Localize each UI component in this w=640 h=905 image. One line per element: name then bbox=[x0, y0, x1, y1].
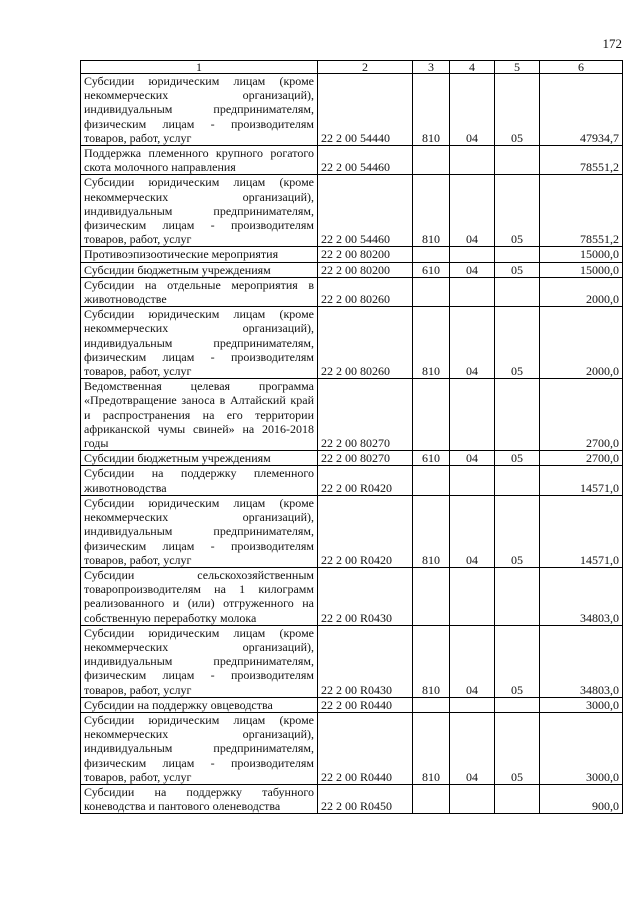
row-rz: 04 bbox=[450, 74, 495, 146]
row-vr bbox=[413, 146, 450, 175]
budget-table bbox=[80, 60, 623, 814]
row-sum: 2000,0 bbox=[540, 277, 623, 306]
row-name: Субсидии юридическим лицам (кроме некоммерческих организаций), индивидуальным предпринимателям, физическим лицам - производителям товаров, работ, услуг bbox=[81, 625, 318, 697]
row-name: Субсидии бюджетным учреждениям bbox=[81, 262, 318, 277]
row-code: 22 2 00 R0420 bbox=[318, 466, 413, 495]
row-rz: 04 bbox=[450, 175, 495, 247]
row-rz bbox=[450, 247, 495, 262]
row-name: Субсидии юридическим лицам (кроме некоммерческих организаций), индивидуальным предпринимателям, физическим лицам - производителям товаров, работ, услуг bbox=[81, 175, 318, 247]
row-vr: 610 bbox=[413, 451, 450, 466]
table-row bbox=[81, 697, 623, 712]
row-vr bbox=[413, 697, 450, 712]
row-code: 22 2 00 54460 bbox=[318, 146, 413, 175]
row-pr: 05 bbox=[495, 451, 540, 466]
row-code: 22 2 00 R0420 bbox=[318, 495, 413, 567]
row-sum: 14571,0 bbox=[540, 495, 623, 567]
column-header: 1 bbox=[81, 61, 318, 74]
row-name: Субсидии юридическим лицам (кроме некоммерческих организаций), индивидуальным предпринимателям, физическим лицам - производителям товаров, работ, услуг bbox=[81, 712, 318, 784]
row-name: Субсидии юридическим лицам (кроме некоммерческих организаций), индивидуальным предпринимателям, физическим лицам - производителям товаров, работ, услуг bbox=[81, 307, 318, 379]
row-sum: 78551,2 bbox=[540, 146, 623, 175]
row-name: Ведомственная целевая программа «Предотвращение заноса в Алтайский край и распространения на его территории африканской чумы свиней» на 2016-2018 годы bbox=[81, 379, 318, 451]
row-code: 22 2 00 80260 bbox=[318, 277, 413, 306]
row-code: 22 2 00 R0450 bbox=[318, 784, 413, 813]
row-sum: 3000,0 bbox=[540, 697, 623, 712]
table-row bbox=[81, 74, 623, 146]
row-name: Субсидии на отдельные мероприятия в животноводстве bbox=[81, 277, 318, 306]
column-header: 4 bbox=[450, 61, 495, 74]
row-name: Субсидии бюджетным учреждениям bbox=[81, 451, 318, 466]
row-pr: 05 bbox=[495, 262, 540, 277]
table-row bbox=[81, 712, 623, 784]
row-pr: 05 bbox=[495, 74, 540, 146]
row-sum: 2000,0 bbox=[540, 307, 623, 379]
row-rz: 04 bbox=[450, 451, 495, 466]
row-name: Субсидии на поддержку табунного коневодства и пантового оленеводства bbox=[81, 784, 318, 813]
table-row bbox=[81, 247, 623, 262]
row-sum: 2700,0 bbox=[540, 451, 623, 466]
row-code: 22 2 00 80200 bbox=[318, 247, 413, 262]
table-row bbox=[81, 567, 623, 625]
table-row bbox=[81, 466, 623, 495]
row-rz bbox=[450, 466, 495, 495]
row-vr bbox=[413, 277, 450, 306]
row-rz bbox=[450, 146, 495, 175]
row-pr: 05 bbox=[495, 175, 540, 247]
table-row bbox=[81, 379, 623, 451]
column-header: 5 bbox=[495, 61, 540, 74]
row-vr: 810 bbox=[413, 74, 450, 146]
row-code: 22 2 00 80270 bbox=[318, 379, 413, 451]
row-rz: 04 bbox=[450, 262, 495, 277]
column-header: 3 bbox=[413, 61, 450, 74]
table-row bbox=[81, 146, 623, 175]
row-pr: 05 bbox=[495, 307, 540, 379]
row-pr bbox=[495, 697, 540, 712]
page-number: 172 bbox=[602, 36, 622, 51]
table-row bbox=[81, 262, 623, 277]
row-name: Поддержка племенного крупного рогатого скота молочного направления bbox=[81, 146, 318, 175]
row-sum: 34803,0 bbox=[540, 567, 623, 625]
row-name: Субсидии юридическим лицам (кроме некоммерческих организаций), индивидуальным предпринимателям, физическим лицам - производителям товаров, работ, услуг bbox=[81, 74, 318, 146]
row-pr: 05 bbox=[495, 495, 540, 567]
row-code: 22 2 00 80270 bbox=[318, 451, 413, 466]
table-row bbox=[81, 277, 623, 306]
row-sum: 15000,0 bbox=[540, 262, 623, 277]
row-vr bbox=[413, 466, 450, 495]
row-sum: 3000,0 bbox=[540, 712, 623, 784]
row-sum: 47934,7 bbox=[540, 74, 623, 146]
row-name: Субсидии юридическим лицам (кроме некоммерческих организаций), индивидуальным предпринимателям, физическим лицам - производителям товаров, работ, услуг bbox=[81, 495, 318, 567]
row-pr: 05 bbox=[495, 712, 540, 784]
row-code: 22 2 00 54440 bbox=[318, 74, 413, 146]
row-code: 22 2 00 R0430 bbox=[318, 625, 413, 697]
row-vr bbox=[413, 567, 450, 625]
row-rz bbox=[450, 784, 495, 813]
row-rz bbox=[450, 379, 495, 451]
row-code: 22 2 00 R0440 bbox=[318, 712, 413, 784]
row-vr: 810 bbox=[413, 175, 450, 247]
row-rz bbox=[450, 277, 495, 306]
row-sum: 15000,0 bbox=[540, 247, 623, 262]
row-pr bbox=[495, 379, 540, 451]
table-row bbox=[81, 451, 623, 466]
row-vr: 810 bbox=[413, 495, 450, 567]
row-vr bbox=[413, 379, 450, 451]
row-name: Противоэпизоотические мероприятия bbox=[81, 247, 318, 262]
row-rz bbox=[450, 697, 495, 712]
column-header: 6 bbox=[540, 61, 623, 74]
table-row bbox=[81, 307, 623, 379]
table-row bbox=[81, 625, 623, 697]
row-pr bbox=[495, 247, 540, 262]
row-rz: 04 bbox=[450, 712, 495, 784]
table-row bbox=[81, 784, 623, 813]
row-sum: 34803,0 bbox=[540, 625, 623, 697]
row-rz: 04 bbox=[450, 307, 495, 379]
row-sum: 2700,0 bbox=[540, 379, 623, 451]
row-rz: 04 bbox=[450, 495, 495, 567]
row-sum: 900,0 bbox=[540, 784, 623, 813]
row-code: 22 2 00 54460 bbox=[318, 175, 413, 247]
row-vr: 810 bbox=[413, 307, 450, 379]
row-name: Субсидии сельскохозяйственным товаропроизводителям на 1 килограмм реализованного и (или) отгруженного на собственную переработку молока bbox=[81, 567, 318, 625]
row-vr bbox=[413, 247, 450, 262]
row-rz: 04 bbox=[450, 625, 495, 697]
row-rz bbox=[450, 567, 495, 625]
row-pr bbox=[495, 784, 540, 813]
row-code: 22 2 00 80200 bbox=[318, 262, 413, 277]
row-sum: 14571,0 bbox=[540, 466, 623, 495]
row-code: 22 2 00 80260 bbox=[318, 307, 413, 379]
row-vr: 810 bbox=[413, 625, 450, 697]
column-header: 2 bbox=[318, 61, 413, 74]
row-vr: 810 bbox=[413, 712, 450, 784]
row-vr: 610 bbox=[413, 262, 450, 277]
row-pr bbox=[495, 146, 540, 175]
row-name: Субсидии на поддержку овцеводства bbox=[81, 697, 318, 712]
table-row bbox=[81, 495, 623, 567]
row-pr bbox=[495, 466, 540, 495]
row-code: 22 2 00 R0430 bbox=[318, 567, 413, 625]
row-sum: 78551,2 bbox=[540, 175, 623, 247]
row-pr: 05 bbox=[495, 625, 540, 697]
row-code: 22 2 00 R0440 bbox=[318, 697, 413, 712]
row-name: Субсидии на поддержку племенного животноводства bbox=[81, 466, 318, 495]
row-pr bbox=[495, 277, 540, 306]
table-row bbox=[81, 175, 623, 247]
header-row bbox=[81, 61, 623, 74]
row-vr bbox=[413, 784, 450, 813]
row-pr bbox=[495, 567, 540, 625]
